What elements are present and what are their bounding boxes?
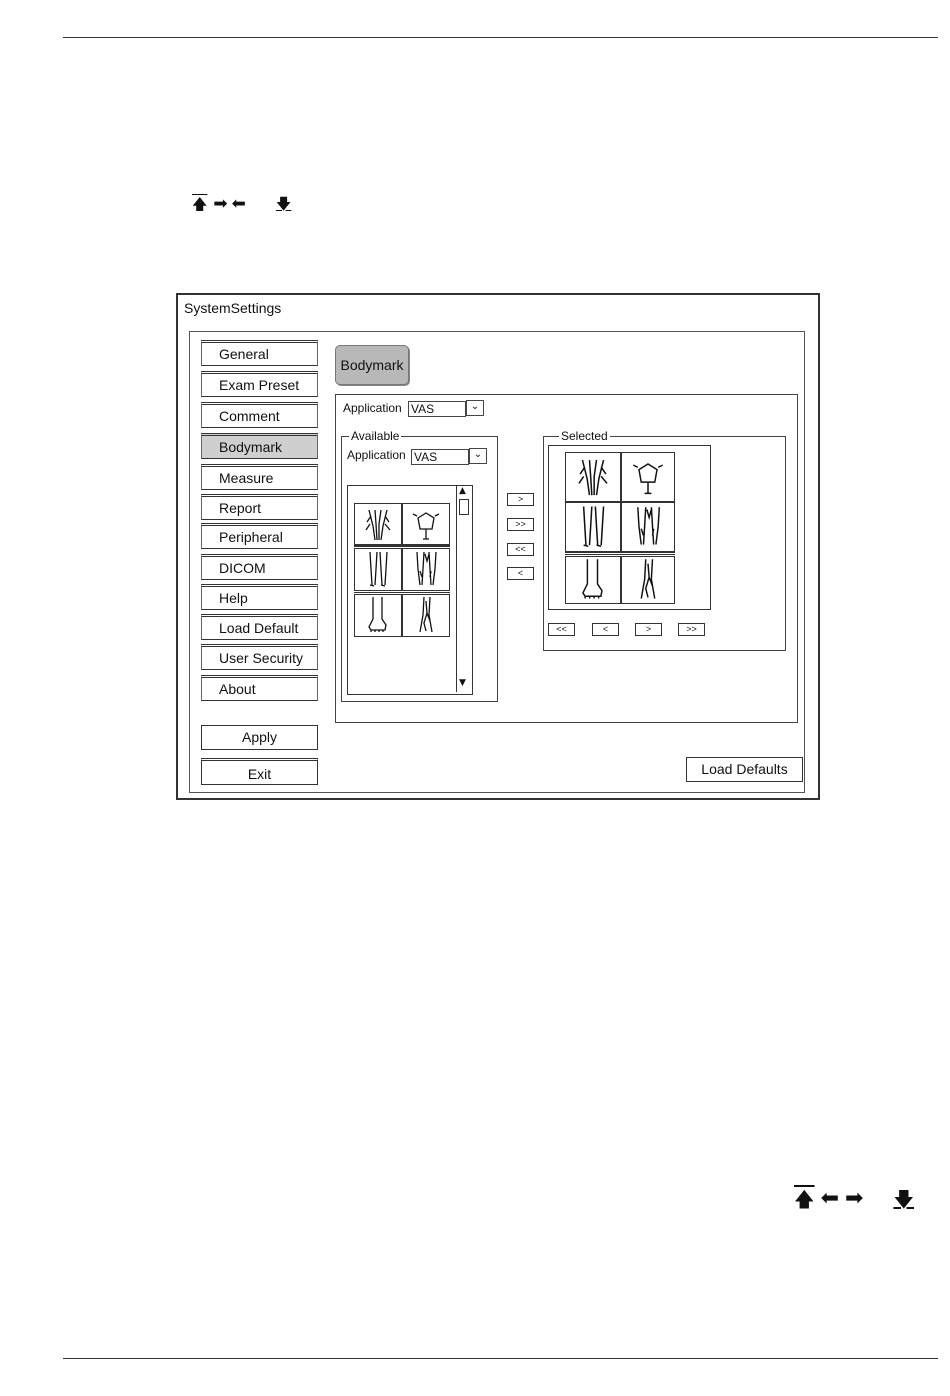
leg-vessel-bodymark-icon[interactable] (402, 594, 450, 637)
foot-bodymark-icon[interactable] (354, 594, 402, 637)
sidebar-item-exam-preset[interactable] (201, 371, 318, 397)
top-arrow-keys (192, 196, 291, 213)
system-settings-window (176, 293, 820, 800)
row-divider (354, 590, 450, 593)
row-divider (354, 544, 450, 547)
exit-button[interactable]: Exit (201, 758, 318, 785)
next-page-button[interactable]: > (635, 623, 662, 636)
available-legend: Available (351, 429, 400, 443)
add-all-button[interactable]: >> (507, 518, 534, 531)
available-group (341, 429, 498, 702)
thorax-bodymark-icon[interactable] (621, 452, 675, 502)
available-scrollbar[interactable] (456, 486, 471, 692)
settings-panel (189, 331, 805, 793)
remove-button[interactable]: < (507, 567, 534, 580)
legs-back-bodymark-icon[interactable] (402, 548, 450, 591)
bodymark-content (335, 394, 798, 723)
sidebar-item-label: Exam Preset (219, 377, 300, 393)
sidebar-item-label: Report (219, 500, 262, 516)
window-title: SystemSettings (184, 300, 282, 316)
scroll-up-icon[interactable]: ▲ (459, 486, 466, 496)
sidebar-item-load-default[interactable] (201, 614, 318, 640)
available-application-select[interactable]: VAS (411, 449, 469, 465)
remove-all-button[interactable]: << (507, 543, 534, 556)
sidebar-item-label: Comment (219, 408, 280, 424)
prev-page-button[interactable]: < (592, 623, 619, 636)
sidebar-item-label: About (219, 681, 256, 697)
vessels-upper-bodymark-icon[interactable] (354, 503, 402, 546)
bottom-arrow-keys (794, 1188, 914, 1210)
application-label: Application (343, 401, 402, 415)
available-application-label: Application (347, 448, 406, 462)
chevron-down-icon[interactable]: ⌄ (466, 400, 484, 416)
leg-vessel-bodymark-icon[interactable] (621, 556, 675, 604)
sidebar-item-label: DICOM (219, 560, 266, 576)
row-divider (565, 552, 675, 555)
sidebar-item-label: General (219, 346, 269, 362)
left-arrow-icon: ⬅ (820, 1186, 839, 1211)
sidebar-item-comment[interactable] (201, 402, 318, 428)
sidebar-item-general[interactable] (201, 340, 318, 366)
legs-front-bodymark-icon[interactable] (354, 548, 402, 591)
sidebar-item-bodymark[interactable] (201, 433, 318, 459)
sidebar-item-measure[interactable] (201, 464, 318, 490)
top-arrow-icon: 🡅 (192, 195, 208, 213)
application-select[interactable]: VAS (408, 401, 466, 417)
sidebar-item-report[interactable] (201, 494, 318, 520)
down-arrow-icon: 🡇 (275, 195, 292, 213)
vessels-upper-bodymark-icon[interactable] (565, 452, 621, 502)
sidebar-item-help[interactable] (201, 584, 318, 610)
sidebar-item-label: Help (219, 590, 248, 606)
add-button[interactable]: > (507, 493, 534, 506)
apply-button[interactable]: Apply (201, 725, 318, 750)
top-arrow-icon: 🡅 (794, 1187, 815, 1211)
sidebar-item-label: Peripheral (219, 529, 283, 545)
tab-bodymark[interactable]: Bodymark (335, 345, 409, 385)
down-arrow-icon: 🡇 (893, 1187, 914, 1211)
right-arrow-icon: ➡ (213, 194, 228, 214)
selected-list (548, 445, 711, 610)
last-page-button[interactable]: >> (678, 623, 705, 636)
sidebar-item-peripheral[interactable] (201, 523, 318, 549)
scroll-thumb[interactable] (459, 499, 469, 515)
available-list (347, 485, 473, 695)
chevron-down-icon[interactable]: ⌄ (469, 448, 487, 464)
selected-legend: Selected (561, 429, 608, 443)
first-page-button[interactable]: << (548, 623, 575, 636)
foot-bodymark-icon[interactable] (565, 556, 621, 604)
legs-back-bodymark-icon[interactable] (621, 502, 675, 552)
sidebar-item-user-security[interactable] (201, 644, 318, 670)
legs-front-bodymark-icon[interactable] (565, 502, 621, 552)
thorax-bodymark-icon[interactable] (402, 503, 450, 546)
right-arrow-icon: ➡ (845, 1186, 864, 1211)
sidebar-item-about[interactable] (201, 675, 318, 701)
bottom-rule (63, 1358, 938, 1359)
sidebar-item-label: Measure (219, 470, 274, 486)
sidebar-item-label: User Security (219, 650, 304, 666)
top-rule (63, 37, 938, 38)
left-arrow-icon: ⬅ (231, 194, 246, 214)
sidebar-item-label: Load Default (219, 620, 299, 636)
scroll-down-icon[interactable]: ▼ (459, 678, 466, 688)
load-defaults-button[interactable]: Load Defaults (686, 757, 803, 782)
sidebar-item-dicom[interactable] (201, 554, 318, 580)
sidebar-item-label: Bodymark (219, 439, 283, 455)
selected-group (543, 429, 786, 651)
